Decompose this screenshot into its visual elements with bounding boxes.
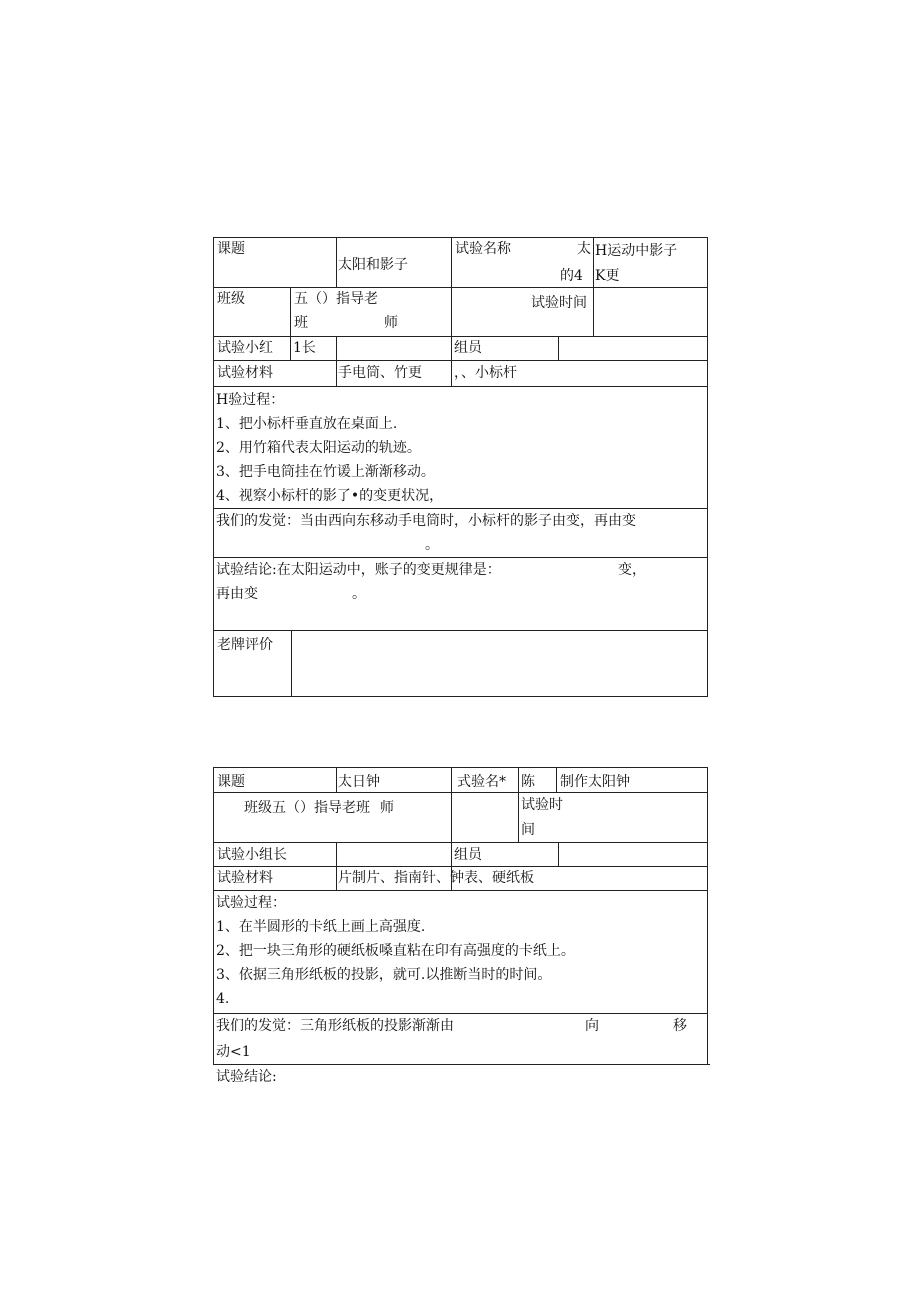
- table-line: [707, 237, 708, 697]
- class-value-line2a: 班: [294, 315, 308, 331]
- topic-label: 课题: [217, 241, 245, 257]
- table-line: [558, 842, 559, 866]
- table-line: [213, 630, 708, 631]
- members-label: 组员: [454, 847, 482, 863]
- experiment-name-label: 式验名*: [457, 774, 506, 790]
- table-line: [213, 360, 708, 361]
- table-line: [213, 287, 708, 288]
- table-line: [213, 792, 708, 793]
- findings-line2: 。: [425, 537, 439, 553]
- class-text: 班级五（）指导老班: [244, 800, 370, 816]
- findings-direction: 向: [585, 1018, 599, 1034]
- table-line: [336, 336, 337, 386]
- table-line: [213, 336, 708, 337]
- materials-label: 试验材料: [217, 365, 273, 381]
- process-step: 4.: [216, 991, 230, 1007]
- class-text-end: 师: [380, 800, 394, 816]
- group-leader-value: 1长: [293, 340, 316, 356]
- table-line: [707, 767, 708, 1064]
- conclusion-line1: 试验结论:在太阳运动中，账子的变更规律是：: [216, 562, 501, 578]
- table-line: [213, 866, 708, 867]
- table-line: [290, 287, 291, 360]
- table-line: [213, 696, 708, 697]
- process-step: 3、把手电筒挂在竹谖上渐渐移动。: [216, 464, 435, 480]
- table-line: [336, 237, 337, 287]
- table-line: [213, 890, 708, 891]
- table-line: [336, 842, 337, 890]
- findings-line1: 我们的发觉：当由西向东移动手电筒时，小标杆的影子由变，再由变: [216, 513, 636, 529]
- conclusion-line1-end: 变，: [618, 562, 646, 578]
- class-label: 班级: [217, 291, 245, 307]
- table-line: [451, 237, 452, 386]
- experiment-name-part2: 制作太阳钟: [560, 774, 630, 790]
- table-line: [593, 237, 594, 336]
- process-step: 1、把小标杆垂直放在桌面上.: [216, 416, 398, 432]
- findings-move: 移: [673, 1018, 687, 1034]
- table-line: [213, 842, 708, 843]
- table-line: [213, 237, 214, 697]
- experiment-name-part2-a: H运动中影子: [595, 243, 678, 259]
- table-line: [291, 630, 292, 696]
- materials-value: 片制片、指南针、钟表、硬纸板: [338, 870, 534, 886]
- experiment-name-part1-b: 的4: [560, 268, 583, 284]
- experiment-name-part2-b: K更: [595, 268, 620, 284]
- class-value-line2b: 师: [384, 315, 398, 331]
- process-step: 3、依据三角形纸板的投影，就可.以推断当时的时间。: [216, 967, 552, 983]
- process-step: 2、用竹箱代表太阳运动的轨迹。: [216, 440, 421, 456]
- experiment-time-label-line1: 试验时: [521, 797, 563, 813]
- conclusion-label: 试验结论:: [216, 1069, 277, 1085]
- materials-value-part1: 手电筒、竹更: [338, 365, 422, 381]
- process-title: 试验过程：: [216, 895, 286, 911]
- process-title: H验过程：: [216, 392, 285, 408]
- experiment-name-part1-a: 太: [577, 241, 591, 257]
- topic-value: 太阳和影子: [338, 257, 408, 273]
- teacher-evaluation-label: 老牌评价: [217, 637, 273, 653]
- process-step: 1、在半圆形的卡纸上画上高强度.: [216, 919, 426, 935]
- process-step: 2、把一块三角形的硬纸板嗓直粘在印有高强度的卡纸上。: [216, 943, 575, 959]
- experiment-time-label-line2: 间: [521, 822, 535, 838]
- topic-label: 课题: [217, 774, 245, 790]
- table-line: [336, 767, 337, 792]
- table-line: [213, 557, 708, 558]
- table-line: [518, 767, 519, 842]
- table-line: [213, 237, 708, 238]
- table-line: [213, 767, 708, 768]
- table-line: [213, 1013, 708, 1014]
- members-label: 组员: [454, 340, 482, 356]
- conclusion-line2-end: 。: [352, 586, 366, 602]
- topic-value: 太日钟: [338, 774, 380, 790]
- experiment-name-label: 试验名称: [455, 241, 511, 257]
- class-value-line1: 五（）指导老: [294, 291, 378, 307]
- experiment-time-label: 试验时间: [531, 295, 587, 311]
- table-line: [213, 1064, 710, 1065]
- group-leader-label: 试验小红: [217, 340, 273, 356]
- findings-end: 动<1: [216, 1044, 251, 1060]
- group-leader-label: 试验小组长: [217, 847, 287, 863]
- table-line: [556, 767, 557, 792]
- materials-label: 试验材料: [217, 870, 273, 886]
- table-line: [213, 767, 214, 1064]
- experiment-name-part1: 陈: [521, 774, 535, 790]
- table-line: [213, 508, 708, 509]
- table-line: [558, 336, 559, 360]
- findings-text: 我们的发觉：三角形纸板的投影渐渐由: [216, 1018, 454, 1034]
- table-line: [213, 386, 708, 387]
- conclusion-line2: 再由变: [216, 586, 258, 602]
- process-step: 4、视察小标杆的影了•的变更状况，: [216, 488, 444, 504]
- materials-value-part2: ，、小标杆: [454, 365, 517, 381]
